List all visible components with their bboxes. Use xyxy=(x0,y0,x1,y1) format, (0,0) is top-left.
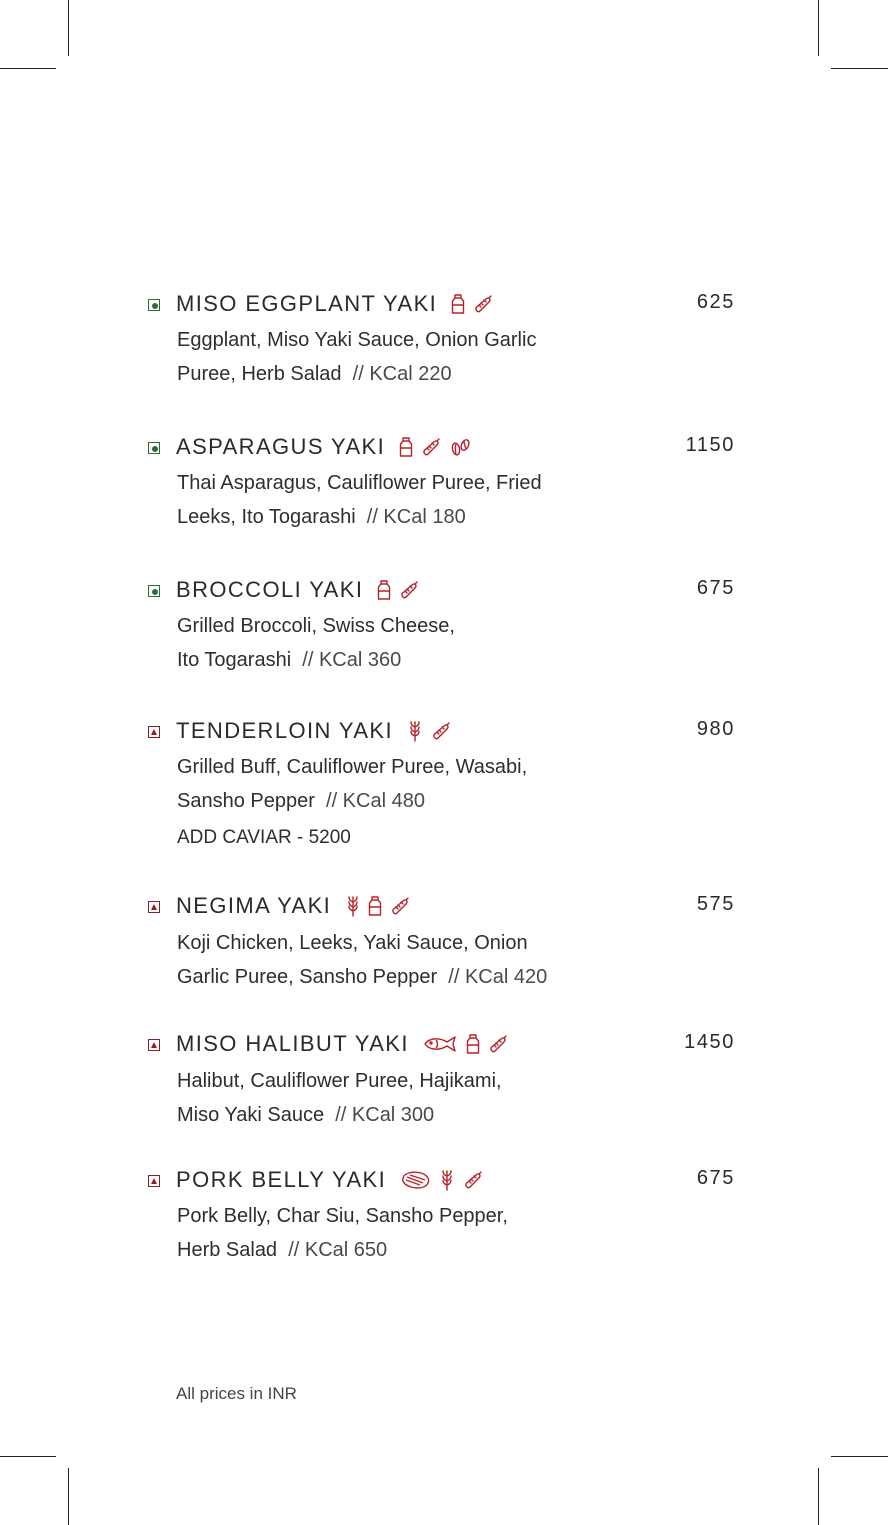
crop-mark xyxy=(818,0,819,56)
allergen-icons xyxy=(345,894,411,918)
item-description xyxy=(177,1064,617,1132)
calorie-count: // KCal 650 xyxy=(288,1239,388,1261)
garlic-icon xyxy=(430,720,452,742)
description-text: Sansho Pepper xyxy=(177,790,315,812)
gluten-icon xyxy=(345,894,361,918)
garlic-icon xyxy=(420,436,442,458)
allergen-icons xyxy=(423,1033,509,1055)
veg-marker-icon xyxy=(148,585,160,597)
calorie-count: // KCal 300 xyxy=(335,1104,435,1126)
description-line xyxy=(177,357,617,391)
fish-icon xyxy=(423,1034,459,1054)
dairy-icon xyxy=(377,579,391,601)
item-price: 675 xyxy=(696,577,735,599)
allergen-icons xyxy=(451,293,494,315)
description-text: Miso Yaki Sauce xyxy=(177,1104,325,1126)
crop-mark xyxy=(0,1456,56,1457)
description-line: Eggplant, Miso Yaki Sauce, Onion Garlic xyxy=(177,329,537,351)
item-title-row xyxy=(176,1030,509,1058)
dairy-icon xyxy=(399,436,413,458)
item-price: 980 xyxy=(696,718,735,740)
dairy-icon xyxy=(466,1033,480,1055)
item-title: BROCCOLI YAKI xyxy=(176,577,364,602)
crop-mark xyxy=(68,1468,69,1525)
gluten-icon xyxy=(439,1168,455,1192)
item-title-row xyxy=(176,717,452,745)
item-title-row xyxy=(176,1166,484,1194)
allergen-icons xyxy=(399,436,473,458)
item-title: PORK BELLY YAKI xyxy=(176,1167,387,1192)
item-title-row xyxy=(176,576,420,604)
add-on-option: ADD CAVIAR - 5200 xyxy=(177,827,351,848)
nonveg-marker-icon xyxy=(148,726,160,738)
description-line: Pork Belly, Char Siu, Sansho Pepper, xyxy=(177,1205,508,1227)
nonveg-marker-icon xyxy=(148,1175,160,1187)
calorie-count: // KCal 420 xyxy=(448,966,548,988)
item-title-row xyxy=(176,290,494,318)
garlic-icon xyxy=(389,895,411,917)
allergen-icons xyxy=(400,1168,484,1192)
item-price: 625 xyxy=(696,291,735,313)
description-line: Grilled Broccoli, Swiss Cheese, xyxy=(177,615,455,637)
item-description xyxy=(177,750,617,818)
garlic-icon xyxy=(462,1169,484,1191)
description-line: Grilled Buff, Cauliflower Puree, Wasabi, xyxy=(177,756,528,778)
nuts-icon xyxy=(449,436,473,458)
item-title: NEGIMA YAKI xyxy=(176,893,332,918)
item-description xyxy=(177,926,617,994)
veg-marker-icon xyxy=(148,442,160,454)
gluten-icon xyxy=(407,719,423,743)
description-text: Garlic Puree, Sansho Pepper xyxy=(177,966,438,988)
crop-mark xyxy=(831,1456,888,1457)
allergen-icons xyxy=(377,579,420,601)
dairy-icon xyxy=(368,895,382,917)
description-line xyxy=(177,643,617,677)
item-title: MISO HALIBUT YAKI xyxy=(176,1031,409,1056)
description-text: Puree, Herb Salad xyxy=(177,363,342,385)
item-description xyxy=(177,1199,617,1267)
description-text: Herb Salad xyxy=(177,1239,278,1261)
allergen-icons xyxy=(407,719,452,743)
garlic-icon xyxy=(398,579,420,601)
crop-mark xyxy=(831,68,888,69)
calorie-count: // KCal 180 xyxy=(366,506,466,528)
item-description xyxy=(177,609,617,677)
item-title: TENDERLOIN YAKI xyxy=(176,718,394,743)
item-title-row xyxy=(176,433,473,461)
calorie-count: // KCal 480 xyxy=(326,790,425,812)
price-currency-note: All prices in INR xyxy=(176,1384,297,1403)
item-price: 1150 xyxy=(685,434,735,456)
description-text: Leeks, Ito Togarashi xyxy=(177,506,356,528)
garlic-icon xyxy=(472,293,494,315)
crop-mark xyxy=(818,1468,819,1525)
item-title-row xyxy=(176,892,411,920)
description-text: Ito Togarashi xyxy=(177,649,292,671)
veg-marker-icon xyxy=(148,299,160,311)
garlic-icon xyxy=(487,1033,509,1055)
nonveg-marker-icon xyxy=(148,1039,160,1051)
description-line xyxy=(177,784,617,818)
item-title: ASPARAGUS YAKI xyxy=(176,434,386,459)
item-description xyxy=(177,466,617,534)
description-line xyxy=(177,960,617,994)
description-line xyxy=(177,500,617,534)
description-line: Thai Asparagus, Cauliflower Puree, Fried xyxy=(177,472,542,494)
item-price: 675 xyxy=(696,1167,735,1189)
item-title: MISO EGGPLANT YAKI xyxy=(176,291,438,316)
calorie-count: // KCal 220 xyxy=(352,363,452,385)
description-line: Halibut, Cauliflower Puree, Hajikami, xyxy=(177,1070,502,1092)
nonveg-marker-icon xyxy=(148,901,160,913)
dairy-icon xyxy=(451,293,465,315)
meat-icon xyxy=(400,1169,432,1191)
crop-mark xyxy=(0,68,56,69)
item-price: 575 xyxy=(696,893,735,915)
item-price: 1450 xyxy=(684,1031,735,1053)
item-description xyxy=(177,323,617,391)
crop-mark xyxy=(68,0,69,56)
description-line xyxy=(177,1233,617,1267)
description-line xyxy=(177,1098,617,1132)
calorie-count: // KCal 360 xyxy=(302,649,402,671)
description-line: Koji Chicken, Leeks, Yaki Sauce, Onion xyxy=(177,932,528,954)
